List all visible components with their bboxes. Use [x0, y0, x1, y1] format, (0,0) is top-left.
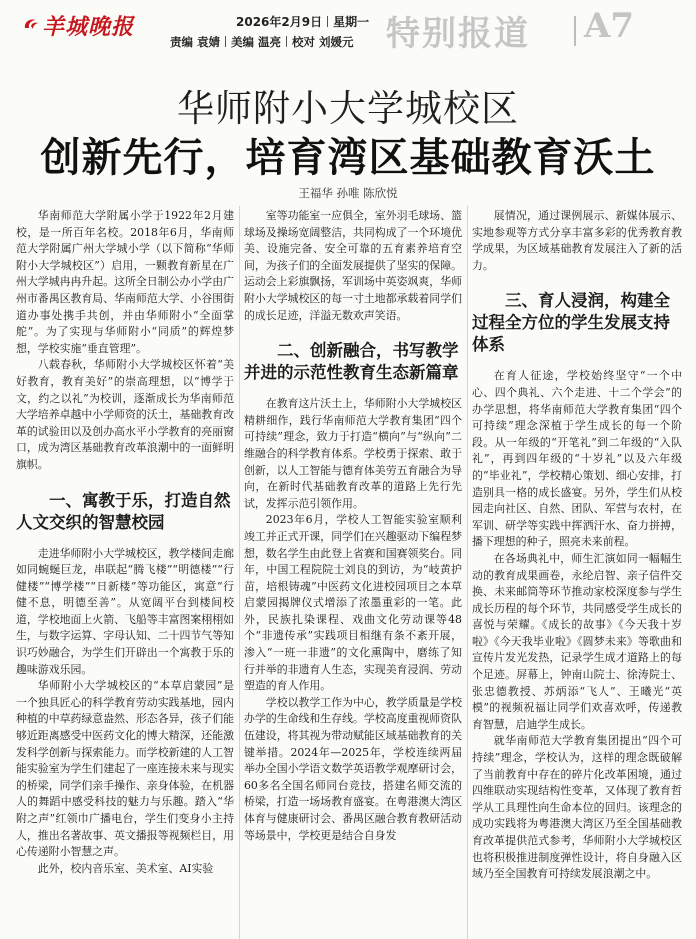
editor-name: 袁婧: [197, 35, 221, 49]
article-column-3: [472, 206, 682, 939]
paragraph: 在育人征途，学校始终坚守“一个中心、四个典礼、六个走进、十二个学会”的办学思想，将华南师范大学教育集团“四个可持续”理念深植于学生成长的每一个阶段。从一年级的“开笔礼”到二年级的“入队礼”，再到四年级的“十岁礼”以及六年级的“毕业礼”，学校精心策划、细心安排，打造别具一格的成长盛宴。另外，学生们从校园走向社区、自然、团队、军营与农村，在军训、研学等实践中挥洒汗水、奋力拼搏，播下理想的种子，照亮未来前程。: [472, 369, 682, 549]
section-subhead-3: 三、育人浸润，构建全过程全方位的学生发展支持体系: [472, 291, 670, 355]
paragraph: 室等功能室一应俱全，室外羽毛球场、篮球场及操场宽阔整洁，共同构成了一个环境优美、设施完备、安全可靠的五育素养培育空间，为孩子们的全面发展提供了坚实的保障。运动会上彩旗飘扬，军训场中英姿飒爽，华师附小大学城校区的每一寸土地都承载着同学们的成长足迹，洋溢无数欢声笑语。: [244, 209, 462, 322]
section-divider: [574, 16, 576, 46]
paragraph: 2023年6月，学校人工智能实验室顺利竣工并正式开课，同学们在兴趣驱动下编程梦想，数名学生由此登上省赛和国赛领奖台。同年，中国工程院院士刘良的到访，为“岐黄护苗，培根铸魂”中医药文化进校园项目之本草启蒙园揭牌仪式增添了浓墨重彩的一笔。此外，民族扎染课程、戏曲文化劳动课等48个“非遗传承”实践项目相继有条不紊开展，渗入“一班一非遗”的文化熏陶中，磨练了知行并举的非遗育人生态，实现美育浸润、劳动塑造的育人作用。: [244, 513, 462, 693]
paragraph: 华南师范大学附属小学于1922年2月建校，是一所百年名校。2018年6月，华南师范大学附属广州大学城小学（以下简称“华师附小大学城校区”）启用，一颗教育新星在广州大学城冉冉升起。这所全日制公办小学由广州市番禺区教育局、华南师范大学、小谷围街道办事处携手共创，并由华师附小“全面掌舵”。为了实现与华师附小“同质”的辉煌梦想，学校实施“垂直管理”。: [16, 209, 234, 355]
section-name: 特别报道: [386, 14, 530, 54]
section-subhead-1: 一、寓教于乐，打造自然人文交织的智慧校园: [16, 490, 231, 532]
paragraph: 此外，校内音乐室、美术室、AI实验: [37, 861, 214, 875]
paragraph: 走进华师附小大学城校区，教学楼间走廊如同蜿蜒巨龙，串联起“腾飞楼”“明德楼”“行健楼”“博学楼”“日新楼”等功能区，寓意“行健不息，明德至善”。从宽阔平台到楼间校道，学校地面上火箭、飞船等丰富图案栩栩如生，与数字运算、字母认知、二十四节气等知识巧妙融合，为学生们开辟出一个寓教于乐的趣味游戏乐园。: [16, 546, 234, 676]
designer-name: 温亮: [258, 35, 282, 49]
article-column-2: [244, 206, 462, 939]
paragraph: 就华南师范大学教育集团提出“四个可持续”理念，学校认为，这样的理念既破解了当前教育中存在的碎片化改革困境，通过四维联动实现结构性变革，又体现了教育哲学从工具理性向生命本位的回归。该理念的成功实践将为粤港澳大湾区乃至全国基础教育改革提供范式参考，华师附小大学城校区也将积极推进制度弹性设计，将自身融入区域乃至全国教育可持续发展浪潮之中。: [472, 734, 682, 881]
column-divider: [239, 206, 240, 939]
paragraph: 展情况，通过课例展示、新媒体展示、实地参观等方式分享丰富多彩的优秀教育教学成果，为区域基础教育发展注入了新的活力。: [472, 209, 682, 272]
logo-text: 羊城晚报: [42, 13, 135, 40]
issue-weekday: 星期一: [333, 15, 370, 29]
article-title-line2: 创新先行，培育湾区基础教育沃土: [40, 135, 656, 181]
issue-date-line: [236, 13, 369, 30]
paragraph: 八载春秋，华师附小大学城校区怀着“美好教育，教育美好”的崇高理想，以“博学于文，约之以礼”为校训，逐渐成长为华南师范大学培养卓越中小学师资的沃土，基础教育改革的试验田以及创办高水平小学教育的亮丽窗口，成为湾区基础教育改革浪潮中的一面鲜明旗帜。: [16, 358, 234, 471]
paragraph: 在教育这片沃土上，华师附小大学城校区精耕细作，践行华南师范大学教育集团“四个可持续”理念，致力于打造“横向”与“纵向”二维融合的科学教育体系。学校勇于探索、敢于创新，以人工智能与德育体美劳五育融合为导向，在新时代基础教育改革的道路上先行先试，发挥示范引领作用。: [244, 397, 462, 510]
staff-credits: [170, 34, 354, 50]
newspaper-logo: [22, 10, 134, 40]
ram-logo-icon: [22, 16, 40, 34]
masthead: [0, 0, 696, 60]
proofreader-name: 刘媛元: [319, 35, 354, 49]
article-title-line1: 华师附小大学城校区: [177, 87, 519, 130]
section-subhead-2: 二、创新融合，书写教学并进的示范性教育生态新篇章: [244, 341, 459, 383]
editor-label: 责编: [170, 35, 193, 49]
column-divider: [467, 206, 468, 939]
proof-label: 校对: [292, 35, 316, 49]
paragraph: 学校以教学工作为中心，教学质量是学校办学的生命线和生存线。学校高度重视师资队伍建设，将其视为带动赋能区域基础教育的关键举措。2024年—2025年，学校连续两届举办全国小学语文数学英语教学观摩研讨会，60多名全国名师同台竞技，搭建名师交流的桥梁，打造一场场教育盛宴。在粤港澳大湾区体育与健康研讨会、番禺区融合教育教研活动等场景中，学校更是结合自身发: [244, 695, 462, 842]
article-byline: 王福华 孙唯 陈欣悦: [298, 186, 398, 200]
article-column-1: [16, 206, 234, 939]
designer-label: 美编: [231, 35, 255, 49]
issue-date: 2026年2月9日: [236, 15, 323, 29]
paragraph: 在各场典礼中，师生汇演如同一幅幅生动的教育成果画卷，永纶启智、亲子信件交换、未来邮筒等环节推动家校深度参与学生成长历程的每个环节，共同感受学生成长的喜悦与荣耀。《成长的故事》《今天我十岁啦》《今天我毕业啦》《圆梦未来》等歌曲和宣传片发光发热，记录学生成才道路上的每个足迹。屏幕上，钟南山院士、徐涛院士、张忠德教授、苏炳添“飞人”、王曦光“英模”的视频祝福让同学们欢喜欢呼，传递教育智慧，启迪学生成长。: [472, 551, 682, 731]
paragraph: 华师附小大学城校区的“本草启蒙园”是一个独具匠心的科学教育劳动实践基地，园内种植的中草药绿意盎然、形态各异，孩子们能够近距离感受中医药文化的博大精深，还能激发科学创新与探索能力。而学校新建的人工智能实验室为学生们建起了一座连接未来与现实的桥梁，同学们亲手操作、亲身体验，在机器人的舞蹈中感受科技的魅力与乐趣。踏入“华附之声”红领巾广播电台，学生们变身小主持人，推出名著故事、英文播报等视频栏目，用心传递附小智慧之声。: [16, 679, 234, 859]
page-number: A7: [584, 6, 635, 46]
